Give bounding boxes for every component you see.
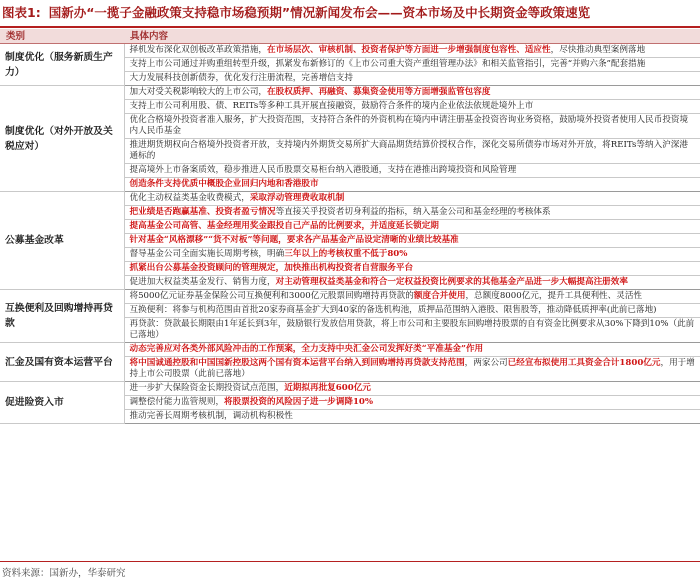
content-cell bbox=[124, 86, 700, 100]
content-cell bbox=[124, 343, 700, 357]
content-text: 择机发布深化双创板改革政策措施， bbox=[129, 45, 268, 55]
category-cell: 互换便利及回购增持再贷款 bbox=[0, 290, 124, 343]
highlight-text: 抓紧出台公募基金投资顾问的管理规定，加快推出机构投资者自营服务平台 bbox=[129, 263, 414, 273]
content-cell bbox=[124, 234, 700, 248]
content-text: ，总额度8000亿元，提升工具便利性、灵活性 bbox=[465, 291, 643, 301]
content-text: ，尽快推动典型案例落地 bbox=[550, 45, 646, 55]
table-row bbox=[0, 382, 700, 396]
table-row bbox=[0, 86, 700, 100]
content-text: 再贷款：贷款最长期限由1年延长到3年，鼓励银行发放信用贷款，将上市公司和主要股东回购增持股票的自有资金比例要求从30%下降到10%（此前已落地） bbox=[129, 319, 695, 340]
header-category: 类别 bbox=[0, 29, 124, 44]
content-text: ，用于增持上市公司股票（此前已落地） bbox=[129, 358, 695, 379]
highlight-text: 采取浮动管理费收取机制 bbox=[249, 193, 345, 203]
content-cell bbox=[124, 318, 700, 343]
category-cell: 促进险资入市 bbox=[0, 382, 124, 424]
category-cell: 制度优化（服务新质生产力） bbox=[0, 44, 124, 86]
content-cell bbox=[124, 357, 700, 382]
content-cell bbox=[124, 248, 700, 262]
content-text: 提高境外上市备案质效，稳步推进人民币股票交易柜台纳入港股通，支持在港推出跨境投资和风险管理 bbox=[129, 165, 517, 175]
content-cell bbox=[124, 178, 700, 192]
content-text: 调整偿付能力监管规则， bbox=[129, 397, 225, 407]
highlight-text: 在股权质押、再融资、募集资金使用等方面增强监管包容度 bbox=[267, 87, 491, 97]
highlight-text: 在市场层次、审核机制、投资者保护等方面进一步增强制度包容性、适应性 bbox=[267, 45, 551, 55]
highlight-text: 三年以上的考核权重不低于80% bbox=[284, 249, 408, 259]
content-cell bbox=[124, 139, 700, 164]
table-row bbox=[0, 192, 700, 206]
highlight-text: 将中国诚通控股和中国国新控股这两个国有资本运营平台纳入到回购增持再贷款支持范围 bbox=[129, 358, 465, 368]
table-row bbox=[0, 343, 700, 357]
content-text: 促进加大权益类基金发行、销售力度， bbox=[129, 277, 276, 287]
content-cell bbox=[124, 44, 700, 58]
figure-title bbox=[0, 0, 700, 26]
content-text: 推进期货期权向合格境外投资者开放，支持境内外期货交易所扩大商品期货结算价授权合作，深化交易所债券市场对外开放，将REITs等纳入沪深港通标的 bbox=[129, 140, 688, 161]
content-cell bbox=[124, 206, 700, 220]
table-header-row bbox=[0, 29, 700, 44]
highlight-text: 提高基金公司高管、基金经理用奖金跟投自己产品的比例要求，并适度延长锁定期 bbox=[129, 221, 439, 231]
highlight-text: 动态完善应对各类外部风险冲击的工作预案，全力支持中央汇金公司发挥好类“平准基金”作用 bbox=[129, 344, 484, 354]
content-cell bbox=[124, 262, 700, 276]
highlight-text: 近期拟再批复600亿元 bbox=[284, 383, 371, 393]
table-row bbox=[0, 290, 700, 304]
content-text: 推动完善长周期考核机制，调动机构积极性 bbox=[129, 411, 293, 421]
content-text: 等直接关乎投资者切身利益的指标，纳入基金公司和基金经理的考核体系 bbox=[275, 207, 551, 217]
content-cell bbox=[124, 290, 700, 304]
highlight-text: 针对基金“风格漂移”“货不对板”等问题，要求各产品基金产品设定清晰的业绩比较基准 bbox=[129, 235, 459, 245]
policy-table bbox=[0, 29, 700, 424]
category-cell: 公募基金改革 bbox=[0, 192, 124, 290]
content-cell bbox=[124, 410, 700, 424]
content-text: 督导基金公司全面实施长周期考核，明确 bbox=[129, 249, 285, 259]
footer-rule bbox=[0, 561, 700, 562]
category-cell: 汇金及国有资本运营平台 bbox=[0, 343, 124, 382]
header-content: 具体内容 bbox=[124, 29, 700, 44]
content-cell bbox=[124, 396, 700, 410]
content-cell bbox=[124, 276, 700, 290]
content-cell bbox=[124, 58, 700, 72]
content-text: 大力发展科技创新债券，优化发行注册流程，完善增信支持 bbox=[129, 73, 353, 83]
content-text: 支持上市公司利用股、债、REITs等多种工具开展直接融资，鼓励符合条件的境内企业依法依规赴境外上市 bbox=[129, 101, 534, 111]
content-text: 互换便利：将参与机构范围由首批20家券商基金扩大到40家的备选机构池，质押品范围纳入港股、限售股等，推动降低质押率(此前已落地) bbox=[129, 305, 657, 315]
content-text: ，两家公司 bbox=[464, 358, 508, 368]
title-rule bbox=[0, 26, 700, 28]
content-cell bbox=[124, 114, 700, 139]
figure-title-text: 国新办“一揽子金融政策支持稳市场稳预期”情况新闻发布会——资本市场及中长期资金等政策速览 bbox=[48, 5, 591, 20]
source-note: 资料来源：国新办，华泰研究 bbox=[2, 568, 126, 579]
content-cell bbox=[124, 220, 700, 234]
highlight-text: 对主动管理权益类基金和符合一定权益投资比例要求的其他基金产品进一步大幅提高注册效率 bbox=[275, 277, 628, 287]
highlight-text: 将股票投资的风险因子进一步调降10% bbox=[224, 397, 374, 407]
content-text: 进一步扩大保险资金长期投资试点范围， bbox=[129, 383, 285, 393]
highlight-text: 把业绩是否跑赢基准、投资者盈亏情况 bbox=[129, 207, 276, 217]
table-row bbox=[0, 44, 700, 58]
content-cell bbox=[124, 192, 700, 206]
table-body bbox=[0, 44, 700, 424]
content-cell bbox=[124, 382, 700, 396]
content-cell bbox=[124, 164, 700, 178]
highlight-text: 创造条件支持优质中概股企业回归内地和香港股市 bbox=[129, 179, 319, 189]
content-text: 将5000亿元证券基金保险公司互换便利和3000亿元股票回购增持再贷款的 bbox=[129, 291, 414, 301]
category-cell: 制度优化（对外开放及关税应对） bbox=[0, 86, 124, 192]
highlight-text: 已经宣布拟使用工具资金合计1800亿元 bbox=[507, 358, 661, 368]
content-cell bbox=[124, 304, 700, 318]
figure-label: 图表1: bbox=[2, 5, 41, 20]
content-cell bbox=[124, 72, 700, 86]
highlight-text: 额度合并使用 bbox=[413, 291, 466, 301]
content-cell bbox=[124, 100, 700, 114]
content-text: 加大对受关税影响较大的上市公司， bbox=[129, 87, 268, 97]
content-text: 优化主动权益类基金收费模式， bbox=[129, 193, 250, 203]
content-text: 支持上市公司通过并购重组转型升级，抓紧发布新修订的《上市公司重大资产重组管理办法》和相关监管指引，完善“并购六条”配套措施 bbox=[129, 59, 646, 69]
content-text: 优化合格境外投资者准入服务，扩大投资范围，支持符合条件的外资机构在境内申请注册基金投资咨询业务资格，鼓励境外投资者使用人民币投资境内人民币基金 bbox=[129, 115, 689, 136]
